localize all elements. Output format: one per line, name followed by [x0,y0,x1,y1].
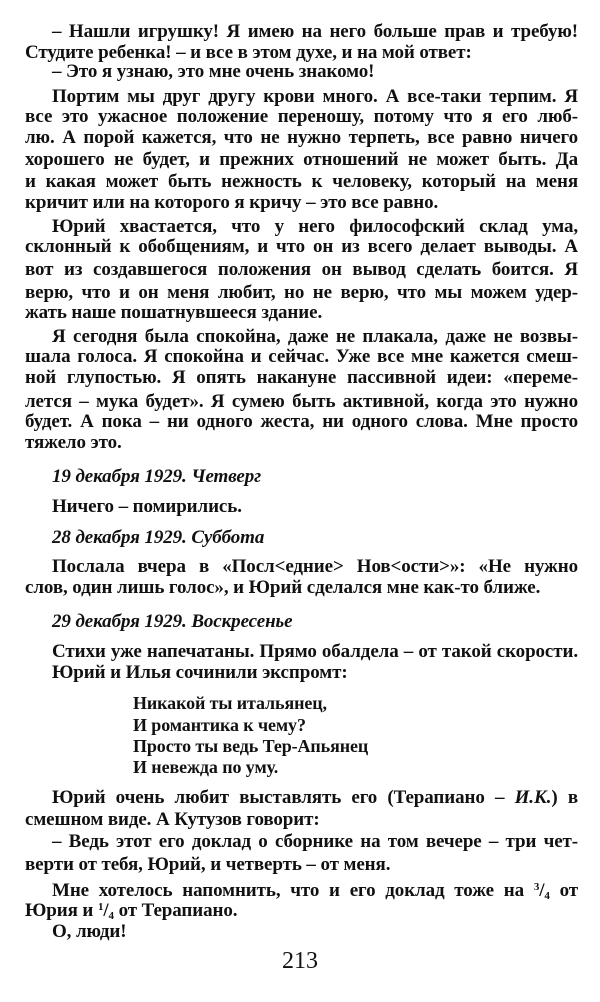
text-line: Портим мы друг другу крови много. А все-таки терпим. Я [52,86,578,107]
diary-date-heading: 19 декабря 1929. Четверг [52,466,262,487]
page-number: 213 [282,948,318,974]
text-line: жать наше пошатнувшееся здание. [25,302,323,323]
text-segment: Юрия и [25,900,98,921]
text-line: верти от тебя, Юрий, и четверть – от меня. [25,854,391,875]
fraction-part: 4 [108,910,114,922]
text-line: – Это я узнаю, это мне очень знакомо! [52,61,375,82]
italic-initials: И.К. [514,787,552,808]
text-segment: ) в [551,787,578,808]
text-line: все это ужасное положение переношу, потому что я его люб- [25,106,578,127]
text-line [52,876,578,902]
text-line: ной глупостью. Я опять накануне пассивной идеи: «переме- [25,367,578,388]
text-line: будет. А пока – ни одного жеста, ни одного слова. Мне просто [25,411,578,432]
text-segment: от [549,880,578,901]
text-line: смешном виде. А Кутузов говорит: [25,809,320,830]
diary-date-heading: 28 декабря 1929. Суббота [52,527,265,548]
text-line: и какая может быть нежность к человеку, который на меня [25,171,578,192]
text-line: лется – мука будет». Я сумею быть активной, когда это нужно [25,391,578,412]
text-line: Юрий хвастается, что у него философский склад ума, [52,216,578,237]
text-line: Я сегодня была спокойна, даже не плакала, даже не возвы- [52,326,578,347]
text-line: Ничего – помирились. [52,496,242,517]
verse-line: И романтика к чему? [133,715,306,735]
text-line: – Нашли игрушку! Я имею на него больше прав и требую! [52,21,578,42]
text-line: – Ведь этот его доклад о сборнике на том вечере – три чет- [52,831,578,852]
text-segment: / [103,900,109,921]
text-line: тяжело это. [25,432,122,453]
text-line: склонный к обобщениям, и что он из всего делает выводы. А [25,236,578,257]
text-line: Юрий и Илья сочинили экспромт: [52,662,348,683]
text-segment: / [539,880,545,901]
text-line: вот из создавшегося положения он вывод сделать боится. Я [25,259,578,280]
verse-line: Никакой ты итальянец, [133,693,327,713]
text-line: Стихи уже напечатаны. Прямо обалдела – от такой скорости. [52,641,578,662]
text-segment: Мне хотелось напомнить, что и его доклад тоже на [52,880,534,901]
text-line: слов, один лишь голос», и Юрий сделался мне как-то ближе. [25,577,541,598]
text-line: верю, что и он меня любит, но не верю, что мы можем удер- [25,282,578,303]
text-line: лю. А порой кажется, что не нужно терпеть, все равно ничего [25,127,578,148]
text-line: шала голоса. Я спокойна и сейчас. Уже все мне кажется смеш- [25,346,578,367]
text-line [52,787,578,809]
verse-line: И невежда по уму. [133,757,279,777]
text-line: Послала вчера в «Посл<едние> Нов<ости>»: «Не нужно [52,556,578,577]
text-line: хорошего не будет, и прежних отношений не может быть. Да [25,149,578,170]
text-line: О, люди! [52,921,127,942]
text-line: Студите ребенка! – и все в этом духе, и на мой ответ: [25,42,472,63]
text-segment: от Терапиано. [113,900,238,921]
diary-date-heading: 29 декабря 1929. Воскресенье [52,611,293,632]
verse-line: Просто ты ведь Тер-Апьянец [133,736,369,756]
fraction-part: 1 [97,901,104,913]
text-line: кричит или на которого я кричу – это все равно. [25,192,439,213]
fraction-part: 4 [544,890,550,902]
text-segment: Юрий очень любит выставлять его (Терапиано – [52,787,515,808]
fraction-part: 3 [533,881,540,893]
